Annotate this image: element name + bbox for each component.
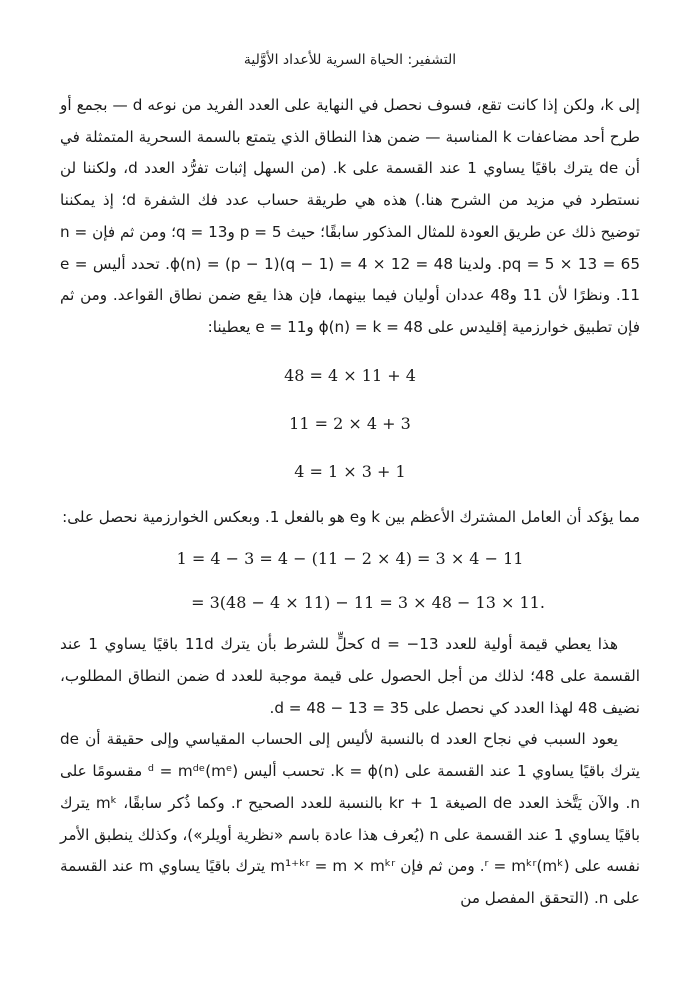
equation-line: 1 = 4 − 3 = 4 − (11 − 2 × 4) = 3 × 4 − 11 — [176, 549, 524, 569]
paragraph-2: مما يؤكد أن العامل المشترك الأعظم بين k وe هو بالفعل 1. وبعكس الخوارزمية نحصل على: — [62, 507, 640, 526]
paragraph-3: هذا يعطي قيمة أولية للعدد d = −13 كحلٍّ للشرط بأن يترك 11d باقيًا يساوي 1 عند القسمة على 48؛ لذلك من أجل الحصول على قيمة موجبة للعدد d ضمن النطاق المطلوب، نضيف 48 لهذا العدد كي نحصل على d = 48 − 13 = 35. — [60, 635, 640, 717]
equation-line: 48 = 4 × 11 + 4 — [284, 365, 416, 385]
equation-line: = 3(48 − 4 × 11) − 11 = 3 × 48 − 13 × 11. — [191, 593, 545, 613]
paragraph-4: يعود السبب في نجاح العدد d بالنسبة لأليس إلى الحساب المقياسي وإلى حقيقة أن de يترك باقيًا يساوي 1 عند القسمة على k = ϕ(n). تحسب أليس (mᵉ)ᵈ = mᵈᵉ مقسومًا على n. والآن يَتَّخذ العدد de الصيغة 1 + kr بالنسبة للعدد الصحيح r. وكما ذُكر سابقًا، mᵏ يترك باقيًا يساوي 1 عند القسمة على n (يُعرف هذا عادة باسم «نظرية أويلر»)، وكذلك ينطبق الأمر نفسه على (mᵏ)ʳ = mᵏʳ. ومن ثم فإن m¹⁺ᵏʳ = m × mᵏʳ يترك باقيًا يساوي m عند القسمة على n. (التحقق المفصل من — [60, 730, 640, 907]
equation-line: 11 = 2 × 4 + 3 — [289, 413, 411, 433]
equation-line: 4 = 1 × 3 + 1 — [294, 461, 406, 481]
paragraph-1: إلى k، ولكن إذا كانت تقع، فسوف نحصل في النهاية على العدد الفريد من نوعه d — بجمع أو طرح أحد مضاعفات k المناسبة — ضمن هذا النطاق الذي يتمتع بالسمة السحرية المتمثلة في أن de يترك باقيًا يساوي 1 عند القسمة على k. (من السهل إثبات تفرُّد العدد d، ولكننا لن نستطرد في مزيد من الشرح هنا.) هذه هي طريقة حساب عدد فك الشفرة d؛ إذ يمكننا توضيح ذلك عن طريق العودة للمثال المذكور سابقًا؛ حيث p = 5 وq = 13؛ ومن ثم فإن n = pq = 5 × 13 = 65. ولدينا ϕ(n) = (p − 1)(q − 1) = 4 × 12 = 48. تحدد أليس e = 11. ونظرًا لأن 11 و48 عددان أوليان فيما بينهما، فإن هذا يقع ضمن نطاق القواعد. ومن ثم فإن تطبيق خوارزمية إقليدس على ϕ(n) = k = 48 وe = 11 يعطينا: — [60, 96, 641, 336]
running-head: التشفير: الحياة السرية للأعداد الأوَّلية — [243, 52, 457, 68]
euclid-equations — [60, 352, 640, 496]
reverse-equations — [60, 537, 640, 625]
